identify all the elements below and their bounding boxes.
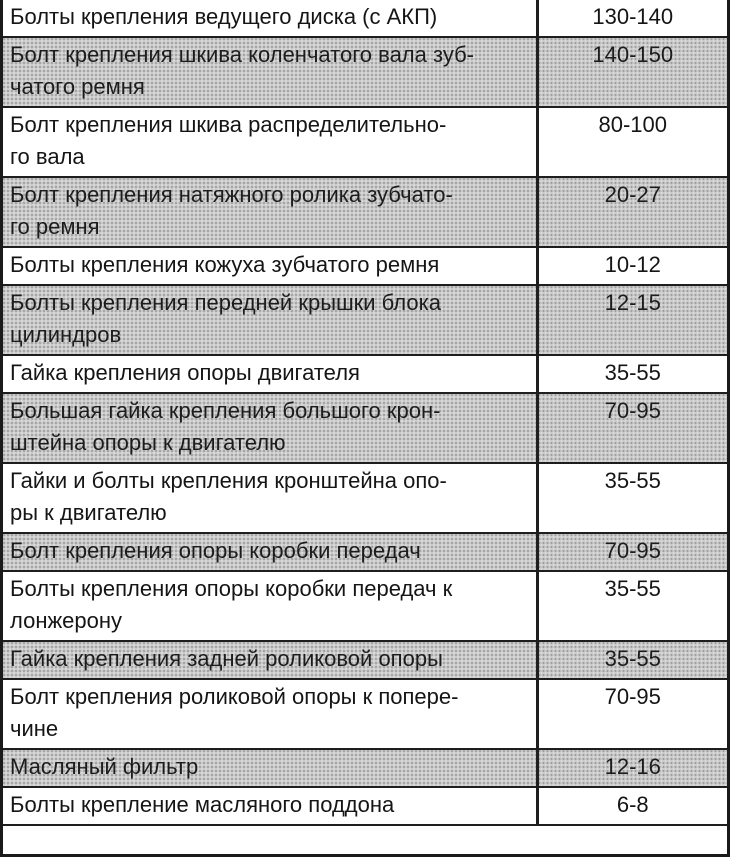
fastener-name: Болты крепления передней крышки блока цилиндров — [10, 290, 441, 347]
torque-value: 140-150 — [592, 42, 674, 67]
table-row — [3, 355, 727, 393]
fastener-name-cell — [3, 571, 537, 641]
torque-value: 35-55 — [604, 646, 661, 671]
torque-value-cell — [537, 749, 727, 787]
fastener-name: Болты крепления ведущего диска (с АКП) — [10, 4, 438, 29]
torque-value-cell — [537, 393, 727, 463]
torque-value: 10-12 — [604, 252, 661, 277]
torque-value-cell — [537, 0, 727, 37]
fastener-name-cell — [3, 787, 537, 825]
torque-value: 6-8 — [616, 792, 649, 817]
table-row — [3, 285, 727, 355]
torque-value-cell — [537, 37, 727, 107]
table-row — [3, 641, 727, 679]
table-row — [3, 247, 727, 285]
torque-value: 35-55 — [604, 360, 661, 385]
torque-value-cell — [537, 247, 727, 285]
fastener-name-cell — [3, 355, 537, 393]
torque-value-cell — [537, 571, 727, 641]
fastener-name: Болт крепления опоры коробки передач — [10, 538, 421, 563]
fastener-name: Болт крепления шкива распределительно- го вала — [10, 112, 447, 169]
table-row — [3, 749, 727, 787]
table-row — [3, 463, 727, 533]
fastener-name: Болт крепления натяжного ролика зубчато- го ремня — [10, 182, 453, 239]
table-body — [3, 0, 727, 825]
table-row — [3, 107, 727, 177]
table-row — [3, 679, 727, 749]
torque-value-cell — [537, 285, 727, 355]
torque-value: 12-16 — [604, 754, 661, 779]
fastener-name: Болт крепления шкива коленчатого вала зуб- чатого ремня — [10, 42, 474, 99]
fastener-name: Гайка крепления опоры двигателя — [10, 360, 360, 385]
table-row — [3, 177, 727, 247]
fastener-name: Болты крепление масляного поддона — [10, 792, 395, 817]
fastener-name-cell — [3, 641, 537, 679]
fastener-name: Гайка крепления задней роликовой опоры — [10, 646, 443, 671]
torque-value: 20-27 — [604, 182, 661, 207]
torque-value: 130-140 — [592, 4, 674, 29]
fastener-name: Масляный фильтр — [10, 754, 199, 779]
torque-value: 70-95 — [604, 538, 661, 563]
fastener-name-cell — [3, 285, 537, 355]
fastener-name: Болты крепления опоры коробки передач к лонжерону — [10, 576, 453, 633]
torque-value: 12-15 — [604, 290, 661, 315]
fastener-name-cell — [3, 247, 537, 285]
torque-spec-table — [3, 0, 727, 826]
fastener-name-cell — [3, 107, 537, 177]
torque-value-cell — [537, 177, 727, 247]
fastener-name-cell — [3, 533, 537, 571]
fastener-name-cell — [3, 749, 537, 787]
torque-value-cell — [537, 355, 727, 393]
fastener-name-cell — [3, 679, 537, 749]
torque-value-cell — [537, 641, 727, 679]
torque-value: 70-95 — [604, 684, 661, 709]
torque-value-cell — [537, 787, 727, 825]
fastener-name: Болт крепления роликовой опоры к попере- чине — [10, 684, 459, 741]
torque-value-cell — [537, 463, 727, 533]
table-row — [3, 393, 727, 463]
torque-value: 70-95 — [604, 398, 661, 423]
fastener-name-cell — [3, 463, 537, 533]
fastener-name-cell — [3, 177, 537, 247]
fastener-name: Болты крепления кожуха зубчатого ремня — [10, 252, 440, 277]
table-row — [3, 787, 727, 825]
table-row — [3, 0, 727, 37]
fastener-name-cell — [3, 393, 537, 463]
fastener-name-cell — [3, 37, 537, 107]
torque-value-cell — [537, 679, 727, 749]
table-row — [3, 533, 727, 571]
fastener-name-cell — [3, 0, 537, 37]
torque-value-cell — [537, 533, 727, 571]
torque-value-cell — [537, 107, 727, 177]
table-row — [3, 37, 727, 107]
table-row — [3, 571, 727, 641]
torque-value: 35-55 — [604, 576, 661, 601]
torque-value: 35-55 — [604, 468, 661, 493]
fastener-name: Большая гайка крепления большого крон- штейна опоры к двигателю — [10, 398, 441, 455]
torque-value: 80-100 — [598, 112, 667, 137]
fastener-name: Гайки и болты крепления кронштейна опо- ры к двигателю — [10, 468, 447, 525]
